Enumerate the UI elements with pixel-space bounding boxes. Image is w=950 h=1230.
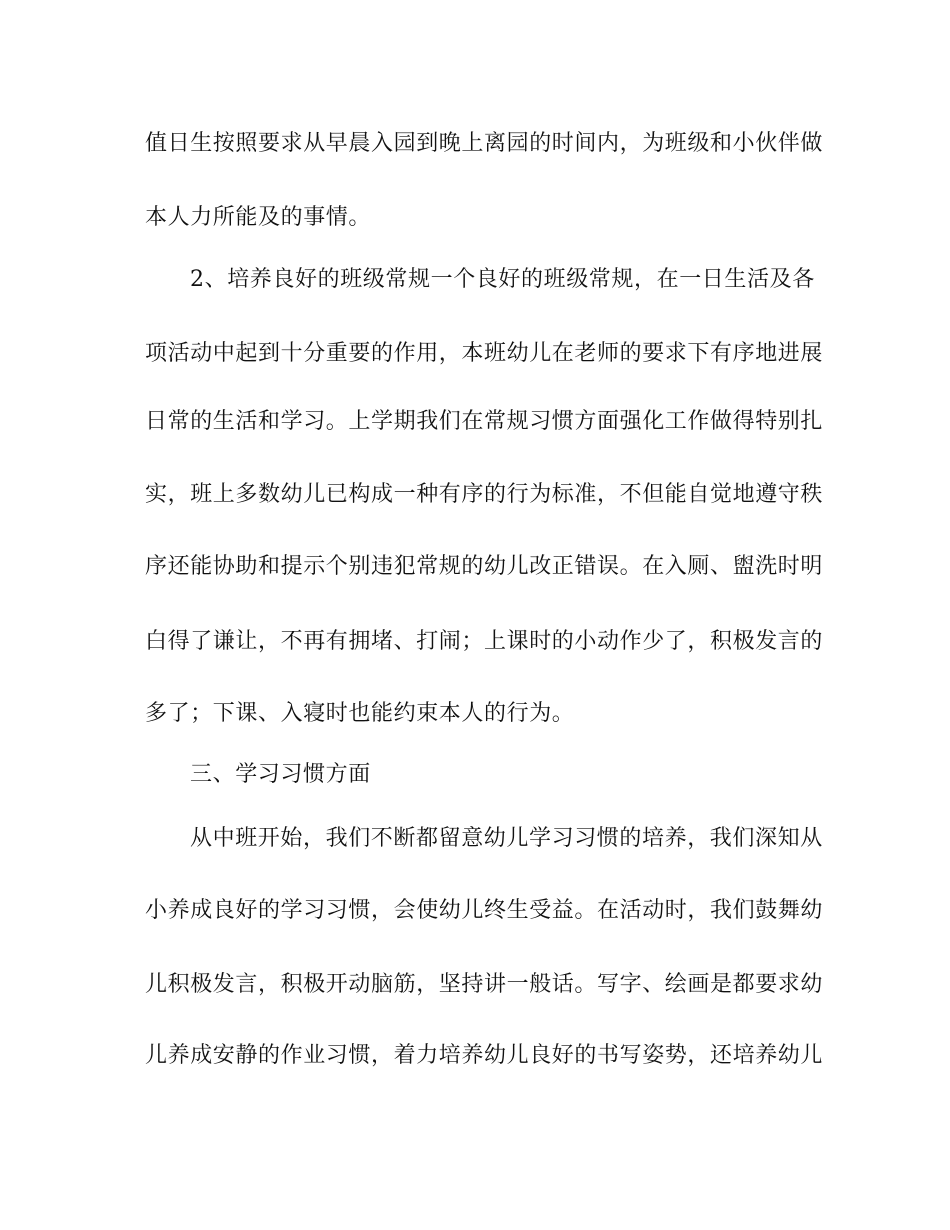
text-line-6: 实，班上多数幼儿已构成一种有序的行为标准，不但能自觉地遵守秩 xyxy=(145,482,824,507)
section-heading: 三、学习习惯方面 xyxy=(190,762,371,787)
paragraph-2-heading-line: 2、培养良好的班级常规一个良好的班级常规，在一日生活及各 xyxy=(190,267,815,292)
text-line-8: 白得了谦让，不再有拥堵、打闹；上课时的小动作少了，积极发言的 xyxy=(145,629,824,654)
text-line-4: 项活动中起到十分重要的作用，本班幼儿在老师的要求下有序地进展 xyxy=(145,341,824,366)
text-line-12: 小养成良好的学习习惯，会使幼儿终生受益。在活动时，我们鼓舞幼 xyxy=(145,898,824,923)
text-line-13: 儿积极发言，积极开动脑筋，坚持讲一般话。写字、绘画是都要求幼 xyxy=(145,972,824,997)
text-line-9: 多了；下课、入寝时也能约束本人的行为。 xyxy=(145,701,575,726)
text-line-7: 序还能协助和提示个别违犯常规的幼儿改正错误。在入厕、盥洗时明 xyxy=(145,554,824,579)
text-line-14: 儿养成安静的作业习惯，着力培养幼儿良好的书写姿势，还培养幼儿 xyxy=(145,1043,824,1068)
text-line-5: 日常的生活和学习。上学期我们在常规习惯方面强化工作做得特别扎 xyxy=(145,409,824,434)
text-line-1: 值日生按照要求从早晨入园到晚上离园的时间内，为班级和小伙伴做 xyxy=(145,131,824,156)
text-line-2: 本人力所能及的事情。 xyxy=(145,205,372,230)
text-line-11: 从中班开始，我们不断都留意幼儿学习习惯的培养，我们深知从 xyxy=(190,826,823,851)
